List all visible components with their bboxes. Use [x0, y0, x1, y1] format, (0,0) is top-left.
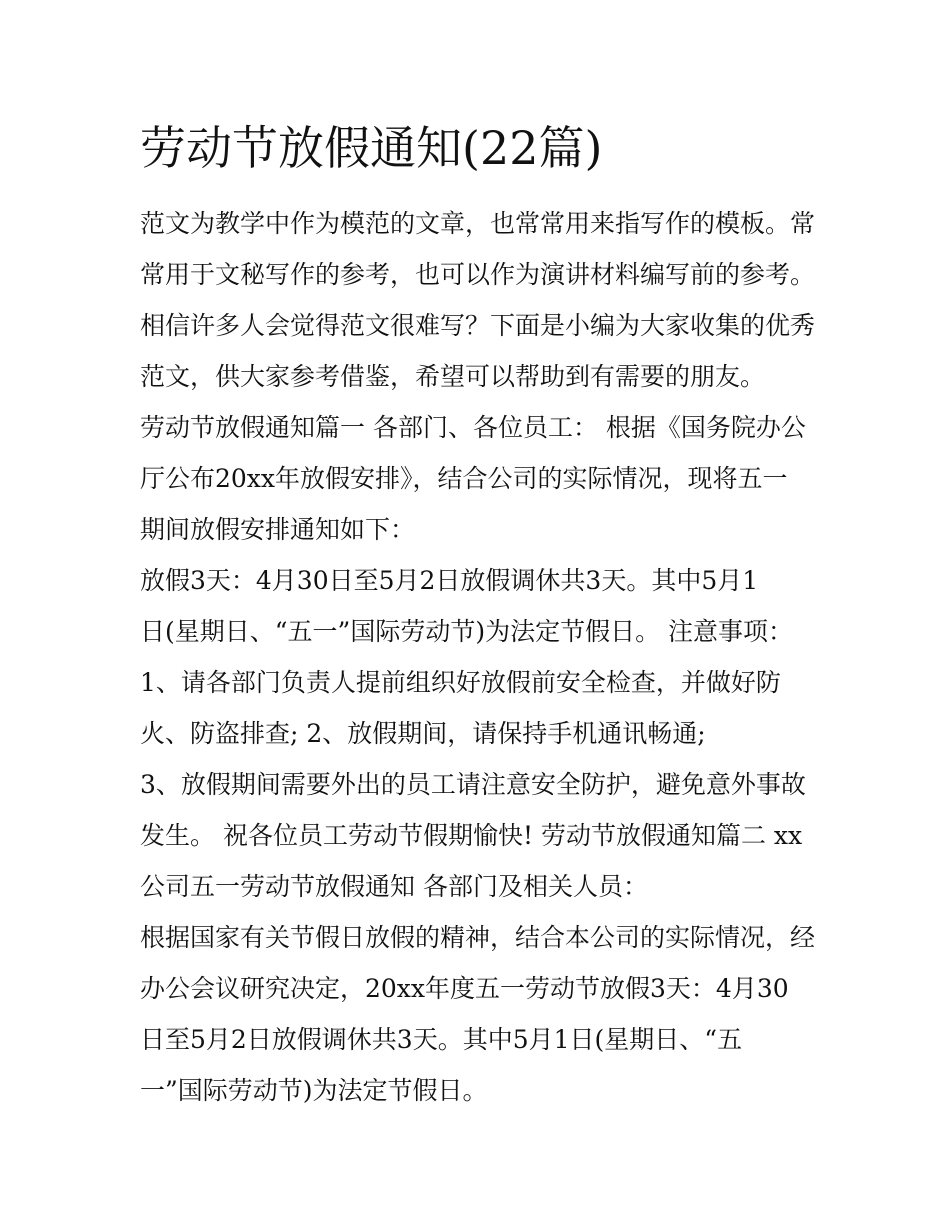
body-line: 相信许多人会觉得范文很难写？下面是小编为大家收集的优秀 [140, 311, 816, 340]
body-line: 公司五一劳动节放假通知 各部门及相关人员： [140, 872, 648, 901]
body-line: 放假3天：4月30日至5月2日放假调休共3天。其中5月1 [140, 566, 759, 595]
body-line: 日至5月2日放假调休共3天。其中5月1日(星期日、“五 [140, 1025, 743, 1054]
body-line: 劳动节放假通知篇一 各部门、各位员工： 根据《国务院办公 [140, 413, 806, 442]
body-line: 范文为教学中作为模范的文章，也常常用来指写作的模板。常 [140, 209, 816, 238]
body-line: 3、放假期间需要外出的员工请注意安全防护，避免意外事故 [140, 770, 806, 799]
body-line: 1、请各部门负责人提前组织好放假前安全检查，并做好防 [140, 668, 781, 697]
body-line: 期间放假安排通知如下： [140, 515, 416, 544]
document-body [140, 198, 830, 1116]
body-line: 日(星期日、“五一”国际劳动节)为法定节假日。 注意事项： [140, 617, 794, 646]
body-line: 发生。 祝各位员工劳动节假期愉快! 劳动节放假通知篇二 xx [140, 821, 803, 850]
body-line: 办公会议研究决定，20xx年度五一劳动节放假3天：4月30 [140, 974, 789, 1003]
body-line: 一”国际劳动节)为法定节假日。 [140, 1076, 488, 1105]
body-line: 火、防盗排查; 2、放假期间，请保持手机通讯畅通; [140, 719, 706, 748]
body-line: 范文，供大家参考借鉴，希望可以帮助到有需要的朋友。 [140, 362, 766, 391]
body-line: 常用于文秘写作的参考，也可以作为演讲材料编写前的参考。 [140, 260, 816, 289]
body-line: 厅公布20xx年放假安排》，结合公司的实际情况，现将五一 [140, 464, 788, 493]
body-line: 根据国家有关节假日放假的精神，结合本公司的实际情况，经 [140, 923, 816, 952]
document-title: 劳动节放假通知(22篇) [140, 121, 603, 175]
